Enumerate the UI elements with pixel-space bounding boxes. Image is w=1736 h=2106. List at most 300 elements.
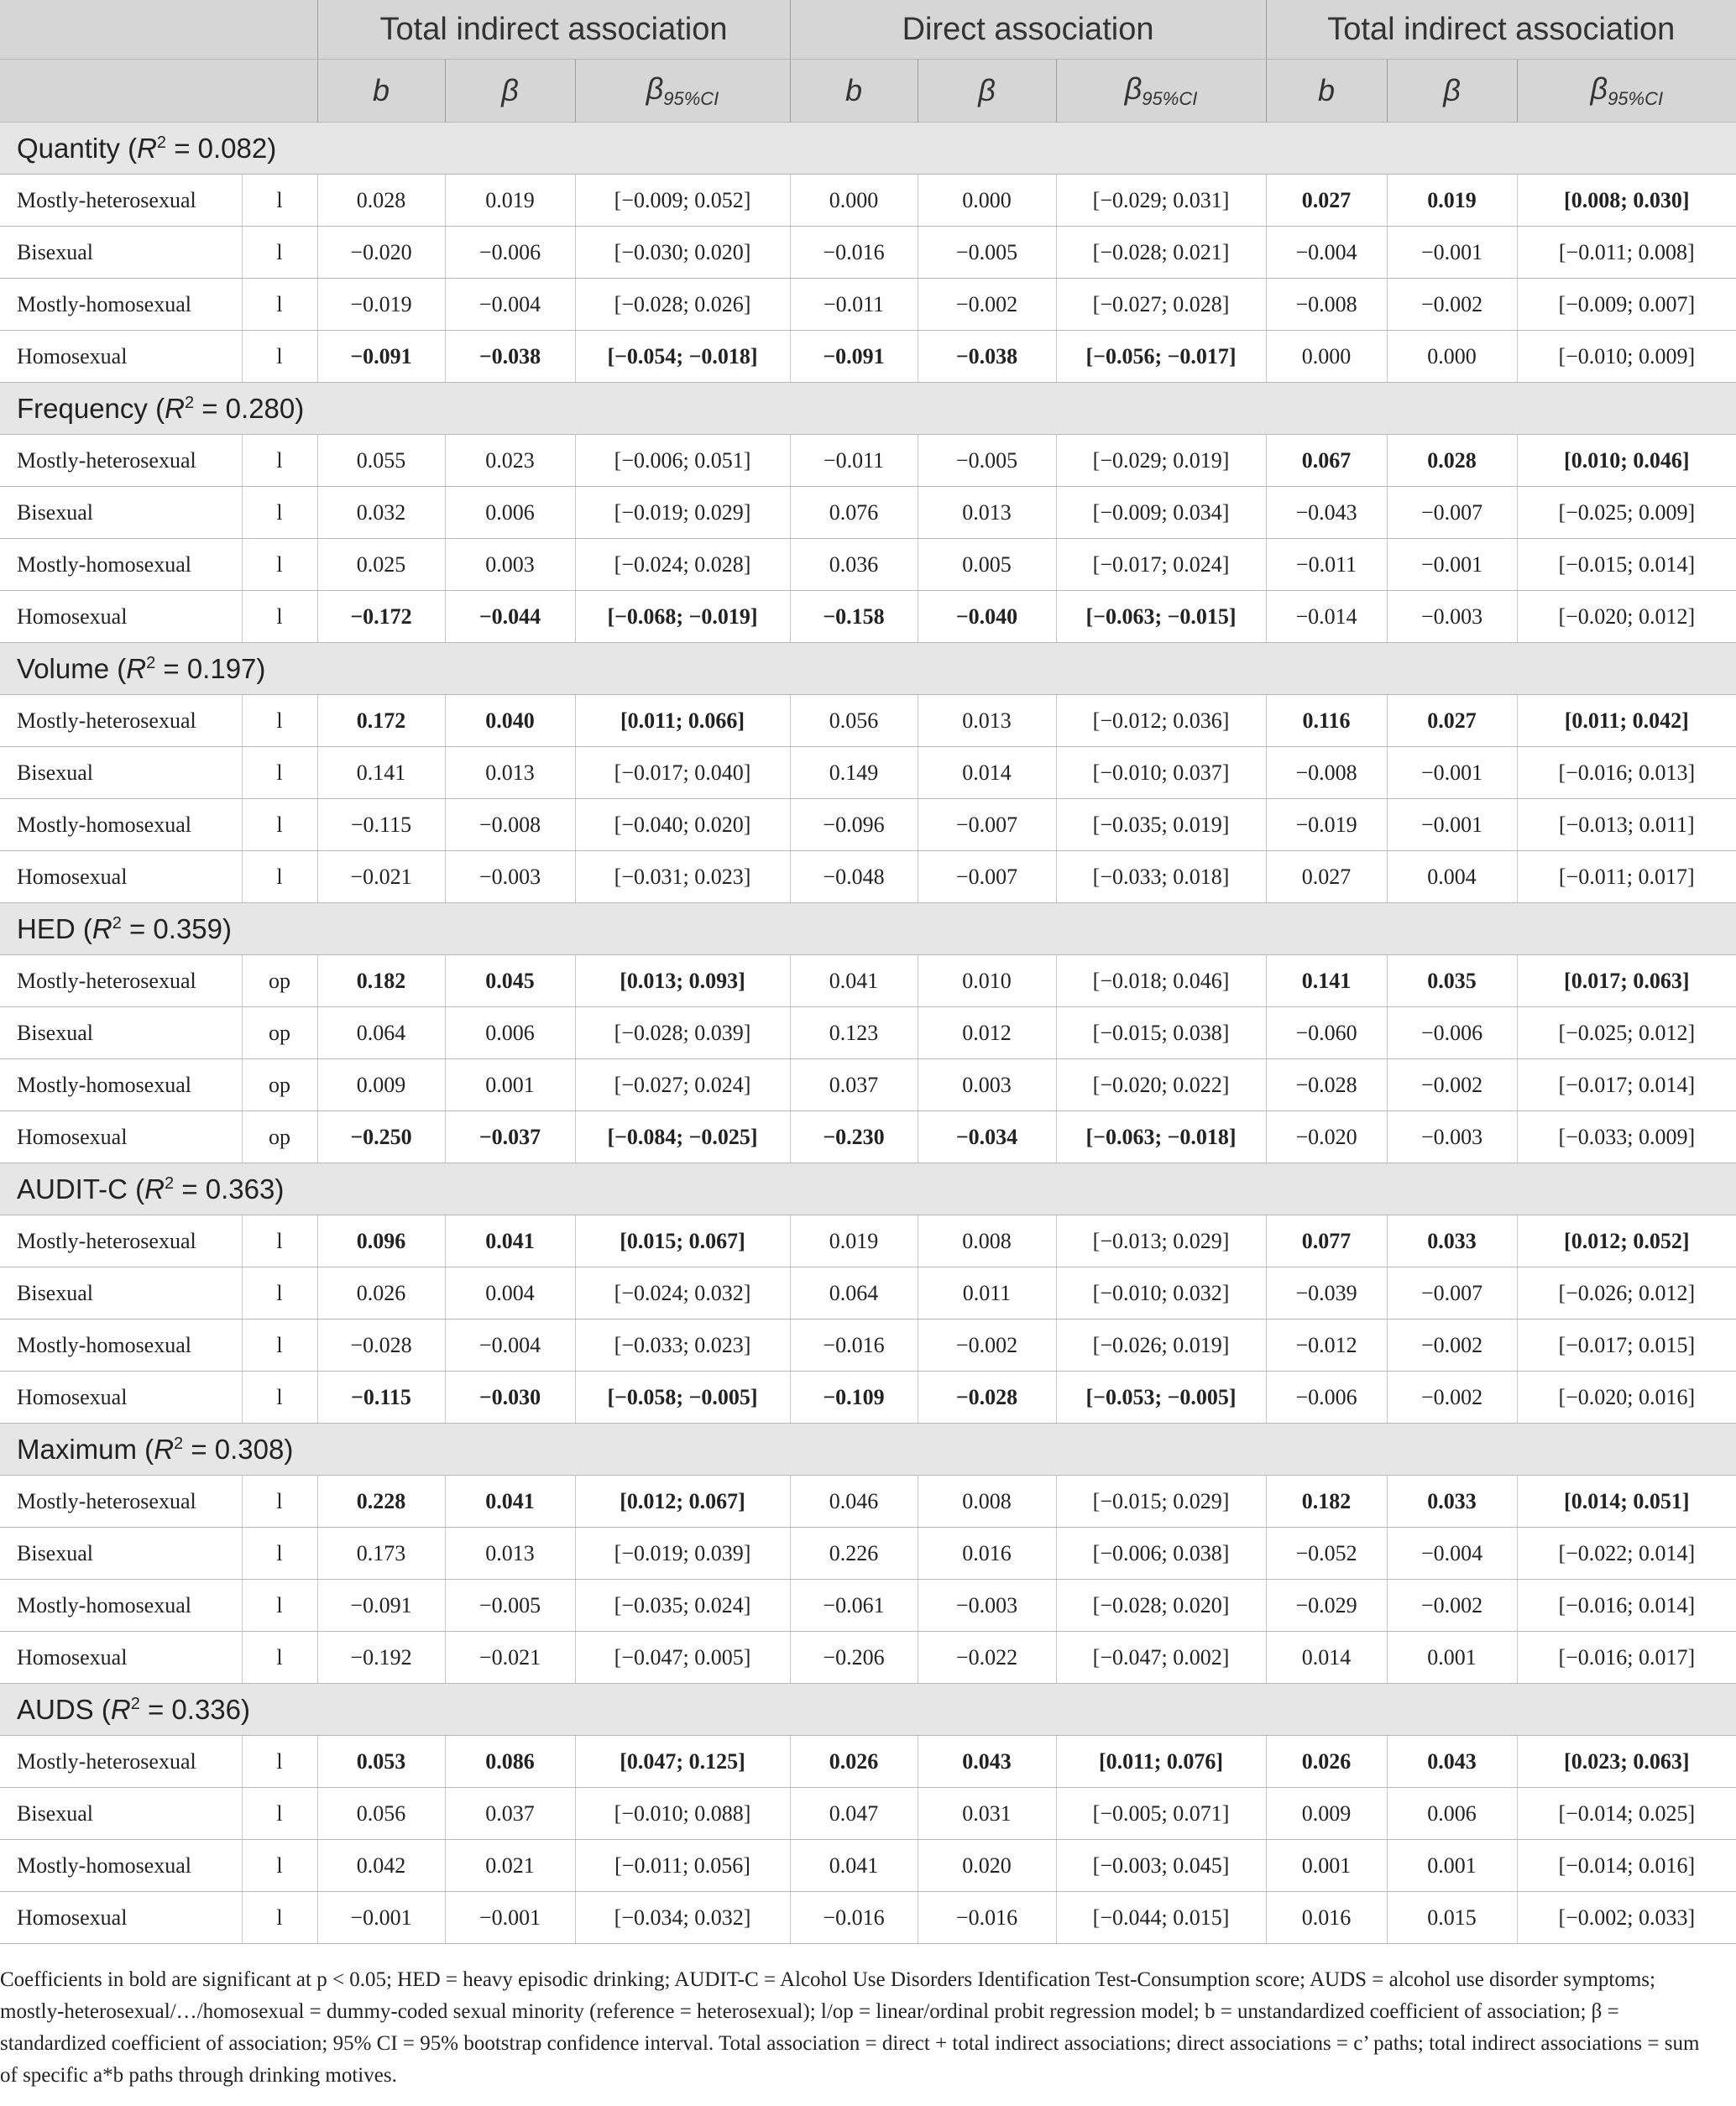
r2-label: R	[110, 1693, 131, 1725]
value-cell: [0.023; 0.063]	[1517, 1736, 1736, 1788]
value-cell: −0.028	[317, 1320, 445, 1372]
value-cell: 0.096	[317, 1215, 445, 1267]
value-cell: [0.011; 0.076]	[1056, 1736, 1266, 1788]
table-row	[0, 1215, 1736, 1267]
section-header	[0, 1424, 1736, 1476]
value-cell: −0.016	[790, 1892, 918, 1944]
value-cell: −0.060	[1266, 1007, 1387, 1059]
group-header-direct: Direct association	[790, 0, 1266, 60]
group-label: Mostly-homosexual	[0, 539, 242, 591]
value-cell: [−0.044; 0.015]	[1056, 1892, 1266, 1944]
value-cell: 0.000	[918, 175, 1056, 227]
group-header-total-indirect-1: Total indirect association	[317, 0, 790, 60]
value-cell: 0.016	[1266, 1892, 1387, 1944]
value-cell: −0.002	[1387, 1059, 1517, 1111]
value-cell: 0.037	[790, 1059, 918, 1111]
value-cell: 0.015	[1387, 1892, 1517, 1944]
value-cell: 0.006	[1387, 1788, 1517, 1840]
value-cell: 0.023	[445, 435, 575, 487]
value-cell: [0.010; 0.046]	[1517, 435, 1736, 487]
value-cell: [−0.015; 0.038]	[1056, 1007, 1266, 1059]
value-cell: −0.003	[445, 851, 575, 903]
value-cell: 0.141	[1266, 955, 1387, 1007]
value-cell: 0.043	[918, 1736, 1056, 1788]
model-type: l	[242, 1528, 317, 1580]
value-cell: −0.004	[445, 279, 575, 331]
value-cell: −0.021	[317, 851, 445, 903]
group-label: Bisexual	[0, 1528, 242, 1580]
r2-label: R	[126, 652, 147, 684]
group-label: Mostly-homosexual	[0, 1320, 242, 1372]
value-cell: [−0.015; 0.029]	[1056, 1476, 1266, 1528]
value-cell: −0.001	[1387, 747, 1517, 799]
group-label: Bisexual	[0, 1007, 242, 1059]
model-type: l	[242, 1892, 317, 1944]
value-cell: [0.015; 0.067]	[575, 1215, 790, 1267]
value-cell: 0.000	[1266, 331, 1387, 383]
table-row	[0, 1267, 1736, 1320]
table-row	[0, 1788, 1736, 1840]
group-label: Mostly-homosexual	[0, 799, 242, 851]
value-cell: [−0.017; 0.040]	[575, 747, 790, 799]
value-cell: [−0.013; 0.029]	[1056, 1215, 1266, 1267]
value-cell: −0.048	[790, 851, 918, 903]
value-cell: 0.045	[445, 955, 575, 1007]
section-name: AUDS	[17, 1693, 94, 1725]
group-label: Mostly-heterosexual	[0, 695, 242, 747]
value-cell: −0.004	[1266, 227, 1387, 279]
model-type: op	[242, 1007, 317, 1059]
value-cell: 0.116	[1266, 695, 1387, 747]
r2-value: = 0.363)	[174, 1173, 285, 1205]
r2-value: = 0.359)	[121, 912, 233, 944]
value-cell: [−0.028; 0.021]	[1056, 227, 1266, 279]
r2-superscript: 2	[146, 653, 156, 672]
section-title: HED $(R^2 = 0.359)$	[0, 903, 1736, 955]
value-cell: −0.002	[1387, 279, 1517, 331]
model-type: l	[242, 1372, 317, 1424]
group-label: Mostly-heterosexual	[0, 955, 242, 1007]
value-cell: −0.109	[790, 1372, 918, 1424]
value-cell: [−0.028; 0.026]	[575, 279, 790, 331]
group-label: Bisexual	[0, 227, 242, 279]
value-cell: −0.004	[1387, 1528, 1517, 1580]
value-cell: [−0.014; 0.016]	[1517, 1840, 1736, 1892]
value-cell: [−0.033; 0.018]	[1056, 851, 1266, 903]
value-cell: 0.019	[1387, 175, 1517, 227]
group-label: Mostly-heterosexual	[0, 1476, 242, 1528]
model-type: op	[242, 1111, 317, 1163]
group-label: Bisexual	[0, 487, 242, 539]
value-cell: 0.076	[790, 487, 918, 539]
r2-superscript: 2	[165, 1173, 175, 1193]
group-label: Homosexual	[0, 591, 242, 643]
r2-value: = 0.280)	[194, 392, 305, 424]
r2-superscript: 2	[130, 1694, 140, 1713]
r2-label: R	[137, 132, 157, 164]
value-cell: [−0.027; 0.028]	[1056, 279, 1266, 331]
group-label: Homosexual	[0, 1632, 242, 1684]
value-cell: −0.028	[1266, 1059, 1387, 1111]
section-title: Volume $(R^2 = 0.197)$	[0, 643, 1736, 695]
table-row	[0, 1476, 1736, 1528]
value-cell: −0.002	[1387, 1320, 1517, 1372]
group-label: Mostly-homosexual	[0, 279, 242, 331]
value-cell: [−0.035; 0.019]	[1056, 799, 1266, 851]
value-cell: [−0.029; 0.019]	[1056, 435, 1266, 487]
ci-main: β	[646, 71, 664, 106]
value-cell: −0.039	[1266, 1267, 1387, 1320]
value-cell: [−0.009; 0.034]	[1056, 487, 1266, 539]
value-cell: [0.047; 0.125]	[575, 1736, 790, 1788]
value-cell: 0.228	[317, 1476, 445, 1528]
value-cell: −0.001	[445, 1892, 575, 1944]
value-cell: −0.002	[1387, 1580, 1517, 1632]
value-cell: 0.028	[317, 175, 445, 227]
value-cell: −0.158	[790, 591, 918, 643]
model-type: op	[242, 1059, 317, 1111]
value-cell: −0.115	[317, 799, 445, 851]
value-cell: −0.022	[918, 1632, 1056, 1684]
value-cell: −0.003	[1387, 591, 1517, 643]
col-beta: β	[445, 60, 575, 123]
value-cell: [−0.012; 0.036]	[1056, 695, 1266, 747]
value-cell: [−0.015; 0.014]	[1517, 539, 1736, 591]
model-type: l	[242, 1632, 317, 1684]
table-header	[0, 0, 1736, 123]
value-cell: [0.017; 0.063]	[1517, 955, 1736, 1007]
group-label: Mostly-heterosexual	[0, 175, 242, 227]
value-cell: −0.020	[317, 227, 445, 279]
section-header	[0, 123, 1736, 175]
value-cell: −0.008	[445, 799, 575, 851]
value-cell: [−0.030; 0.020]	[575, 227, 790, 279]
value-cell: −0.038	[445, 331, 575, 383]
model-type: l	[242, 1580, 317, 1632]
table-row	[0, 851, 1736, 903]
group-header-total-indirect-2: Total indirect association	[1266, 0, 1736, 60]
value-cell: 0.037	[445, 1788, 575, 1840]
table-row	[0, 799, 1736, 851]
r2-label: R	[92, 912, 112, 944]
value-cell: −0.043	[1266, 487, 1387, 539]
model-type: l	[242, 1736, 317, 1788]
value-cell: [−0.034; 0.032]	[575, 1892, 790, 1944]
r2-superscript: 2	[174, 1434, 184, 1453]
model-type: l	[242, 695, 317, 747]
value-cell: 0.019	[445, 175, 575, 227]
value-cell: [−0.024; 0.028]	[575, 539, 790, 591]
value-cell: 0.149	[790, 747, 918, 799]
value-cell: 0.013	[445, 1528, 575, 1580]
r2-label: R	[144, 1173, 165, 1205]
header-blank	[0, 0, 242, 60]
value-cell: 0.055	[317, 435, 445, 487]
value-cell: [−0.056; −0.017]	[1056, 331, 1266, 383]
value-cell: −0.005	[918, 227, 1056, 279]
value-cell: [−0.017; 0.024]	[1056, 539, 1266, 591]
section-name: Maximum	[17, 1433, 138, 1465]
value-cell: −0.002	[1387, 1372, 1517, 1424]
value-cell: −0.052	[1266, 1528, 1387, 1580]
table-row	[0, 955, 1736, 1007]
value-cell: [−0.020; 0.012]	[1517, 591, 1736, 643]
table-row	[0, 1632, 1736, 1684]
value-cell: 0.033	[1387, 1476, 1517, 1528]
value-cell: 0.000	[1387, 331, 1517, 383]
r2-value: = 0.336)	[139, 1693, 251, 1725]
group-label: Bisexual	[0, 747, 242, 799]
table-row	[0, 331, 1736, 383]
value-cell: 0.016	[918, 1528, 1056, 1580]
value-cell: 0.011	[918, 1267, 1056, 1320]
value-cell: 0.021	[445, 1840, 575, 1892]
table-row	[0, 1892, 1736, 1944]
value-cell: 0.053	[317, 1736, 445, 1788]
value-cell: [−0.010; 0.009]	[1517, 331, 1736, 383]
value-cell: [−0.025; 0.012]	[1517, 1007, 1736, 1059]
value-cell: −0.172	[317, 591, 445, 643]
group-label: Homosexual	[0, 851, 242, 903]
model-type: l	[242, 539, 317, 591]
value-cell: −0.230	[790, 1111, 918, 1163]
value-cell: −0.001	[1387, 799, 1517, 851]
value-cell: [−0.054; −0.018]	[575, 331, 790, 383]
value-cell: −0.044	[445, 591, 575, 643]
value-cell: −0.016	[918, 1892, 1056, 1944]
header-blank	[242, 60, 317, 123]
value-cell: 0.040	[445, 695, 575, 747]
value-cell: 0.006	[445, 1007, 575, 1059]
value-cell: [−0.014; 0.025]	[1517, 1788, 1736, 1840]
table-row	[0, 1580, 1736, 1632]
value-cell: −0.020	[1266, 1111, 1387, 1163]
value-cell: [−0.063; −0.015]	[1056, 591, 1266, 643]
value-cell: [−0.020; 0.016]	[1517, 1372, 1736, 1424]
value-cell: 0.067	[1266, 435, 1387, 487]
value-cell: 0.009	[1266, 1788, 1387, 1840]
value-cell: 0.046	[790, 1476, 918, 1528]
value-cell: −0.014	[1266, 591, 1387, 643]
value-cell: [−0.010; 0.037]	[1056, 747, 1266, 799]
value-cell: 0.032	[317, 487, 445, 539]
section-title: Frequency $(R^2 = 0.280)$	[0, 383, 1736, 435]
value-cell: 0.056	[317, 1788, 445, 1840]
value-cell: 0.027	[1266, 175, 1387, 227]
group-label: Homosexual	[0, 1111, 242, 1163]
value-cell: [−0.053; −0.005]	[1056, 1372, 1266, 1424]
value-cell: 0.047	[790, 1788, 918, 1840]
value-cell: 0.001	[1266, 1840, 1387, 1892]
value-cell: −0.012	[1266, 1320, 1387, 1372]
table-row	[0, 1528, 1736, 1580]
value-cell: −0.250	[317, 1111, 445, 1163]
value-cell: [−0.009; 0.007]	[1517, 279, 1736, 331]
model-type: l	[242, 591, 317, 643]
value-cell: −0.030	[445, 1372, 575, 1424]
value-cell: −0.006	[1387, 1007, 1517, 1059]
value-cell: [0.012; 0.067]	[575, 1476, 790, 1528]
model-type: l	[242, 1840, 317, 1892]
value-cell: 0.027	[1266, 851, 1387, 903]
value-cell: 0.026	[317, 1267, 445, 1320]
value-cell: [−0.009; 0.052]	[575, 175, 790, 227]
value-cell: [−0.011; 0.056]	[575, 1840, 790, 1892]
value-cell: 0.028	[1387, 435, 1517, 487]
value-cell: 0.001	[1387, 1840, 1517, 1892]
value-cell: 0.041	[445, 1215, 575, 1267]
value-cell: −0.007	[1387, 487, 1517, 539]
table-row	[0, 747, 1736, 799]
value-cell: [−0.028; 0.020]	[1056, 1580, 1266, 1632]
col-b: b	[790, 60, 918, 123]
section-name: HED	[17, 912, 76, 944]
value-cell: [−0.017; 0.014]	[1517, 1059, 1736, 1111]
value-cell: 0.182	[1266, 1476, 1387, 1528]
r2-superscript: 2	[112, 913, 122, 933]
section-name: Quantity	[17, 132, 120, 164]
value-cell: −0.040	[918, 591, 1056, 643]
value-cell: −0.034	[918, 1111, 1056, 1163]
section-name: Volume	[17, 652, 110, 684]
value-cell: [0.014; 0.051]	[1517, 1476, 1736, 1528]
value-cell: [0.013; 0.093]	[575, 955, 790, 1007]
value-cell: −0.016	[790, 227, 918, 279]
value-cell: [−0.031; 0.023]	[575, 851, 790, 903]
value-cell: −0.001	[1387, 227, 1517, 279]
value-cell: −0.206	[790, 1632, 918, 1684]
value-cell: −0.011	[790, 279, 918, 331]
model-type: l	[242, 487, 317, 539]
value-cell: 0.008	[918, 1215, 1056, 1267]
value-cell: 0.025	[317, 539, 445, 591]
value-cell: 0.064	[317, 1007, 445, 1059]
group-label: Homosexual	[0, 1892, 242, 1944]
model-type: l	[242, 175, 317, 227]
value-cell: [−0.027; 0.024]	[575, 1059, 790, 1111]
value-cell: [−0.003; 0.045]	[1056, 1840, 1266, 1892]
table-row	[0, 1007, 1736, 1059]
value-cell: 0.056	[790, 695, 918, 747]
r2-value: = 0.308)	[183, 1433, 294, 1465]
model-type: l	[242, 1267, 317, 1320]
value-cell: −0.002	[918, 279, 1056, 331]
value-cell: −0.007	[1387, 1267, 1517, 1320]
value-cell: −0.091	[790, 331, 918, 383]
value-cell: 0.041	[790, 955, 918, 1007]
value-cell: [−0.058; −0.005]	[575, 1372, 790, 1424]
value-cell: −0.008	[1266, 279, 1387, 331]
value-cell: 0.042	[317, 1840, 445, 1892]
value-cell: −0.007	[918, 851, 1056, 903]
value-cell: 0.035	[1387, 955, 1517, 1007]
section-title: Quantity $(R^2 = 0.082)$	[0, 123, 1736, 175]
model-type: l	[242, 1788, 317, 1840]
value-cell: −0.005	[918, 435, 1056, 487]
value-cell: [−0.010; 0.088]	[575, 1788, 790, 1840]
value-cell: 0.172	[317, 695, 445, 747]
value-cell: [−0.013; 0.011]	[1517, 799, 1736, 851]
value-cell: −0.011	[790, 435, 918, 487]
value-cell: 0.001	[445, 1059, 575, 1111]
value-cell: 0.014	[1266, 1632, 1387, 1684]
model-type: l	[242, 331, 317, 383]
value-cell: [−0.033; 0.009]	[1517, 1111, 1736, 1163]
section-title: AUDS $(R^2 = 0.336)$	[0, 1684, 1736, 1736]
value-cell: [−0.011; 0.017]	[1517, 851, 1736, 903]
value-cell: [−0.084; −0.025]	[575, 1111, 790, 1163]
group-label: Mostly-heterosexual	[0, 1215, 242, 1267]
group-label: Mostly-homosexual	[0, 1059, 242, 1111]
r2-value: = 0.197)	[155, 652, 266, 684]
value-cell: [−0.010; 0.032]	[1056, 1267, 1266, 1320]
r2-value: = 0.082)	[166, 132, 277, 164]
value-cell: 0.009	[317, 1059, 445, 1111]
value-cell: 0.003	[445, 539, 575, 591]
r2-label: R	[165, 392, 185, 424]
section-title: Maximum $(R^2 = 0.308)$	[0, 1424, 1736, 1476]
group-label: Homosexual	[0, 1372, 242, 1424]
value-cell: −0.037	[445, 1111, 575, 1163]
value-cell: −0.192	[317, 1632, 445, 1684]
value-cell: 0.004	[445, 1267, 575, 1320]
value-cell: 0.036	[790, 539, 918, 591]
value-cell: [−0.016; 0.013]	[1517, 747, 1736, 799]
value-cell: −0.115	[317, 1372, 445, 1424]
value-cell: −0.005	[445, 1580, 575, 1632]
value-cell: [−0.016; 0.014]	[1517, 1580, 1736, 1632]
value-cell: 0.123	[790, 1007, 918, 1059]
value-cell: [−0.019; 0.039]	[575, 1528, 790, 1580]
value-cell: −0.016	[790, 1320, 918, 1372]
value-cell: [−0.016; 0.017]	[1517, 1632, 1736, 1684]
model-type: l	[242, 1476, 317, 1528]
model-type: l	[242, 1215, 317, 1267]
value-cell: −0.003	[918, 1580, 1056, 1632]
value-cell: 0.000	[790, 175, 918, 227]
value-cell: [−0.026; 0.012]	[1517, 1267, 1736, 1320]
value-cell: [−0.047; 0.002]	[1056, 1632, 1266, 1684]
col-ci	[1517, 60, 1736, 123]
value-cell: −0.028	[918, 1372, 1056, 1424]
value-cell: 0.001	[1387, 1632, 1517, 1684]
value-cell: 0.020	[918, 1840, 1056, 1892]
value-cell: [0.012; 0.052]	[1517, 1215, 1736, 1267]
value-cell: 0.005	[918, 539, 1056, 591]
value-cell: 0.026	[790, 1736, 918, 1788]
value-cell: 0.041	[445, 1476, 575, 1528]
section-header	[0, 1163, 1736, 1215]
value-cell: [−0.033; 0.023]	[575, 1320, 790, 1372]
model-type: l	[242, 747, 317, 799]
group-label: Bisexual	[0, 1267, 242, 1320]
col-beta: β	[918, 60, 1056, 123]
value-cell: [−0.022; 0.014]	[1517, 1528, 1736, 1580]
value-cell: [−0.020; 0.022]	[1056, 1059, 1266, 1111]
value-cell: [−0.029; 0.031]	[1056, 175, 1266, 227]
value-cell: [−0.005; 0.071]	[1056, 1788, 1266, 1840]
model-type: l	[242, 227, 317, 279]
value-cell: 0.226	[790, 1528, 918, 1580]
table-row	[0, 1111, 1736, 1163]
group-label: Homosexual	[0, 331, 242, 383]
value-cell: [0.011; 0.066]	[575, 695, 790, 747]
col-ci	[1056, 60, 1266, 123]
group-label: Mostly-homosexual	[0, 1580, 242, 1632]
value-cell: [−0.028; 0.039]	[575, 1007, 790, 1059]
value-cell: 0.008	[918, 1476, 1056, 1528]
value-cell: 0.014	[918, 747, 1056, 799]
